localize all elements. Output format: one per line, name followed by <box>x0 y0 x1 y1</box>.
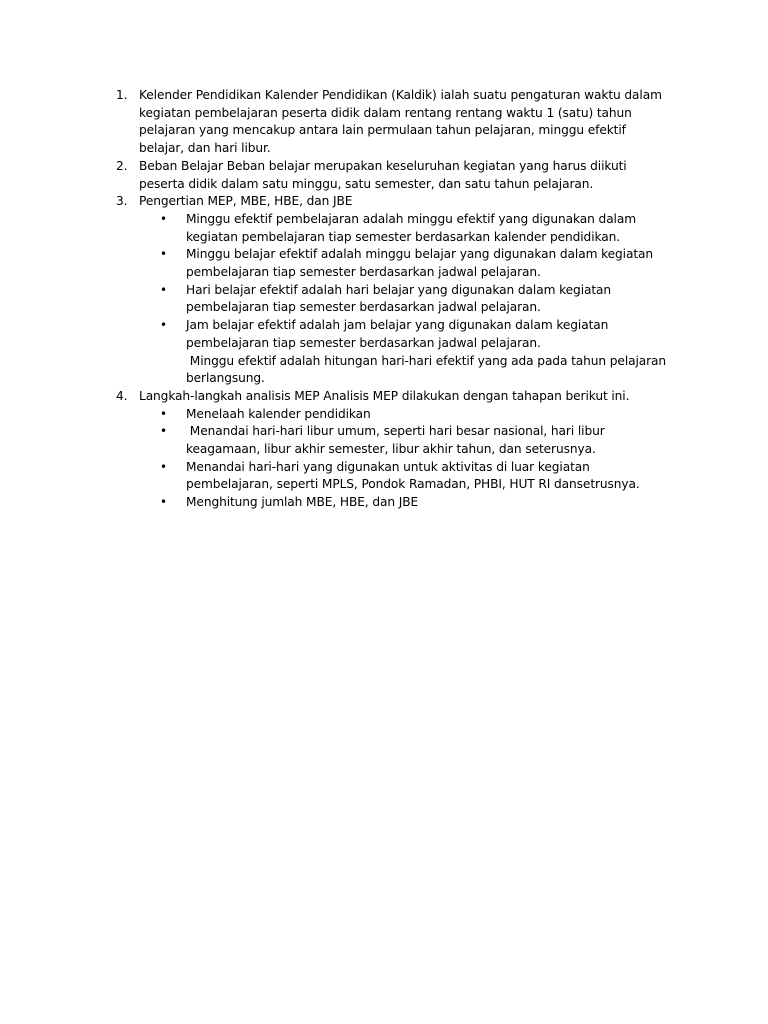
list-item-3 <box>112 193 672 388</box>
bullet-item <box>139 423 672 458</box>
bullet-item <box>139 282 672 317</box>
bullet-text: Menandai hari-hari yang digunakan untuk aktivitas di luar kegiatan pembelajaran, seperti MPLS, Pondok Ramadan, PHBI, HUT RI dansetrusnya. <box>186 459 640 492</box>
note-paragraph: Minggu efektif adalah hitungan hari-hari efektif yang ada pada tahun pelajaran berlangsung. <box>186 353 670 386</box>
bullet-list <box>139 406 672 512</box>
bullet-text: Jam belajar efektif adalah jam belajar yang digunakan dalam kegiatan pembelajaran tiap semester berdasarkan jadwal pelajaran. <box>186 318 609 350</box>
bullet-text: Hari belajar efektif adalah hari belajar yang digunakan dalam kegiatan pembelajaran tiap semester berdasarkan jadwal pelajaran. <box>186 282 612 315</box>
bullet-icon: • <box>160 406 167 421</box>
bullet-text: Menelaah kalender pendidikan <box>186 406 371 421</box>
bullet-item <box>139 211 672 246</box>
list-number: 4. <box>116 388 128 403</box>
list-number: 2. <box>116 158 128 173</box>
bullet-item <box>139 246 672 281</box>
list-number: 1. <box>116 88 128 102</box>
list-item-text: Langkah-langkah analisis MEP Analisis MEP dilakukan dengan tahapan berikut ini. <box>139 388 630 403</box>
list-item-text: Beban Belajar Beban belajar merupakan keseluruhan kegiatan yang harus diikuti peserta didik dalam satu minggu, satu semester, dan satu tahun pelajaran. <box>139 158 627 191</box>
bullet-icon: • <box>160 211 167 226</box>
document-body <box>112 87 672 512</box>
bullet-item <box>139 406 672 424</box>
bullet-text: Menghitung jumlah MBE, HBE, dan JBE <box>186 495 419 510</box>
list-item-text: Pengertian MEP, MBE, HBE, dan JBE <box>139 194 353 209</box>
bullet-icon: • <box>160 424 167 439</box>
numbered-list <box>112 87 672 512</box>
list-item-2 <box>112 158 672 193</box>
list-item-text: Kelender Pendidikan Kalender Pendidikan (Kaldik) ialah suatu pengaturan waktu dalam kegiatan pembelajaran peserta didik dalam rentang rentang waktu 1 (satu) tahun pelajaran yang mencakup antara lain permulaan tahun pelajaran, minggu efektif belajar, dan hari libur. <box>139 88 662 156</box>
bullet-icon: • <box>160 495 167 510</box>
list-item-4 <box>112 388 672 512</box>
bullet-item <box>139 494 672 512</box>
bullet-text: Minggu belajar efektif adalah minggu belajar yang digunakan dalam kegiatan pembelajaran tiap semester berdasarkan jadwal pelajaran. <box>186 247 653 280</box>
bullet-icon: • <box>160 318 167 333</box>
list-number: 3. <box>116 194 128 209</box>
bullet-icon: • <box>160 282 167 297</box>
bullet-item <box>139 317 672 352</box>
bullet-text: Menandai hari-hari libur umum, seperti hari besar nasional, hari libur keagamaan, libur akhir semester, libur akhir tahun, dan seterusnya. <box>186 424 609 457</box>
bullet-text: Minggu efektif pembelajaran adalah minggu efektif yang digunakan dalam kegiatan pembelajaran tiap semester berdasarkan kalender pendidikan. <box>186 211 636 244</box>
bullet-list <box>139 211 672 353</box>
bullet-icon: • <box>160 459 167 474</box>
bullet-item <box>139 459 672 494</box>
list-item-1 <box>112 87 672 158</box>
bullet-icon: • <box>160 247 167 262</box>
